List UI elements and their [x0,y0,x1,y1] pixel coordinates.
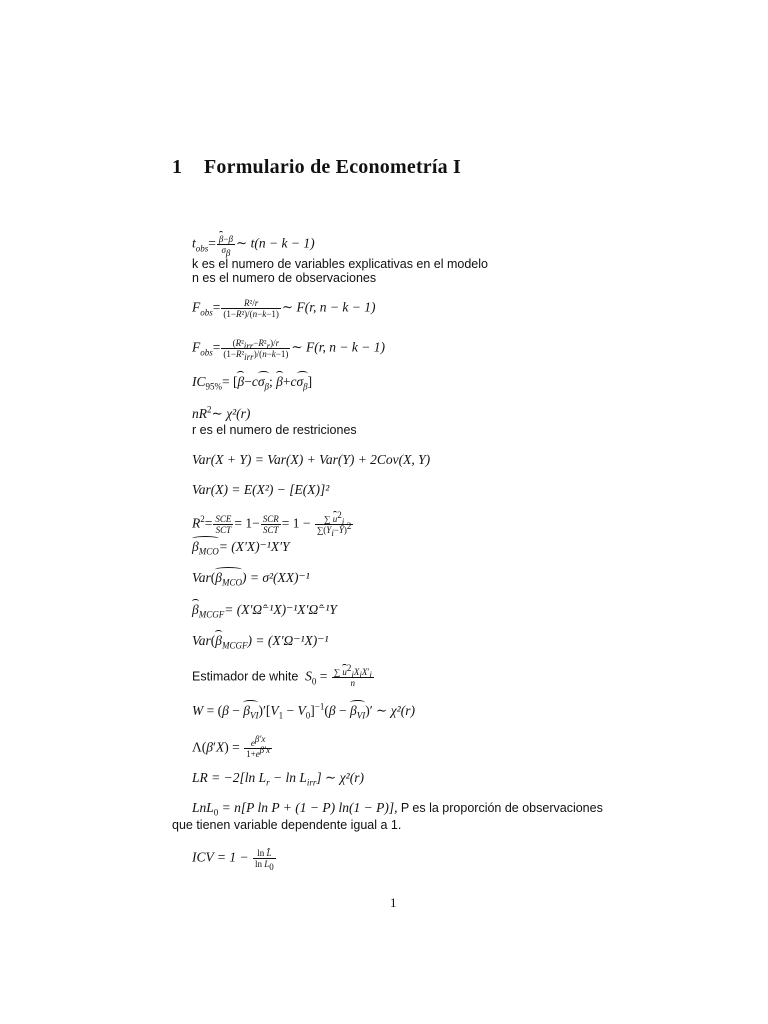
lr-part-3: ] ∼ χ²(r) [316,770,364,785]
note-n: n es el numero de observaciones [192,271,377,285]
lnl0-note-continued: que tienen variable dependente igual a 1. [172,818,402,832]
formula-lr: LR = −2[ln $L_r - \ln L_{irr}$] ∼ χ²(r) [192,770,364,788]
chi2-distribution-2: ∼ χ²(r) [376,703,415,718]
formula-var-beta-mco: $Var(\beta_{MCO}) = \sigma^2(XX)^{-1}$ [192,570,310,588]
formula-var: Var(X) = E(X²) − [E(X)]² [192,482,330,497]
formula-lnl0: LnL$_0$ = n[P ln P + (1 − P) ln(1 − P)], P es la proporción de observaciones [192,800,603,818]
formula-var-beta-mcgf: $Var(\beta_{MCGF}) = (X'\Omega^{-1}X)^{-1}$ [192,633,329,651]
note-k: k es el numero de variables explicativas en el modelo [192,257,488,271]
lnl0-lhs: LnL [192,800,214,815]
var-beta-mco-expression: ) = σ²(XX)⁻¹ [242,570,310,585]
ci-close-bracket: ] [307,374,313,389]
formula-f-obs-r2: $F_{obs}=$ $\frac{\text{R²/r}}{\text{(1−R²)/(n−k−1)}}$ ∼ F(r, n − k − 1) [192,298,376,319]
var-beta-mcgf-expression: ) = (X′Ω⁻¹X)⁻¹ [247,633,329,648]
chi2-distribution-1: χ²(r) [226,406,251,421]
section-title-text: Formulario de Econometría I [204,156,462,178]
t-distribution: t(n − k − 1) [250,235,315,251]
page-number: 1 [390,895,397,910]
formula-hausman: $W = (\beta - \beta_{VI})'[V_1 - V_0]^{-1}(\beta - \beta_{VI})'$ ∼ χ²(r) [192,701,415,721]
white-estimator-label: Estimador de white [192,669,299,684]
beta-mco-expression: = (X′X)⁻¹X′Y [218,539,290,554]
formula-nr2: $nR^2\sim$ χ²(r) [192,404,251,421]
lr-part-1: LR = −2[ln L [192,770,267,785]
lnl0-rhs: = n[P ln P + (1 − P) ln(1 − P)], [221,800,398,815]
formula-var-sum: Var(X + Y) = Var(X) + Var(Y) + 2Cov(X, Y) [192,452,431,467]
beta-mcgf-expression: = (X′Ω̂⁻¹X)⁻¹X′Ω̂⁻¹Y [224,602,337,617]
section-title [172,156,461,179]
icv-expression: ICV = 1 − [192,849,249,865]
formula-logit: Λ(β′X) = $\frac{e^{\beta'x}}{1+e^{\beta'x}}$ [192,734,271,759]
lr-part-2: − ln L [273,770,307,785]
formula-f-obs-restricted: $F_{obs}=$ $\frac{(R^2_{irr}-R^2_r)/r}{(1-R^2_{irr})/(n-k-1)}$ ∼ F(r, n − k − 1) [192,338,385,362]
formula-beta-mco: $\beta_{MCO}= (X'X)^{-1}X'Y$ [192,539,290,557]
f-distribution-1: F(r, n − k − 1) [296,299,376,315]
lnl0-note: P es la proporción de observaciones [400,801,603,815]
f-distribution-2: F(r, n − k − 1) [306,339,385,355]
note-r: r es el numero de restriciones [192,423,357,437]
formula-beta-mcgf: $\beta_{MCGF}=$ (X′Ω̂⁻¹X)⁻¹X′Ω̂⁻¹Y [192,602,337,620]
formula-icv: ICV = 1 − $\frac{\text{ln L̂}}{\ln L_0}$ [192,848,274,872]
formula-r2: $R^2=$ $\frac{\text{SCE}}{\text{SCT}}$ = 1− $\frac{\text{SCR}}{\text{SCT}}$ = 1 − $\frac{\sum u^2_i}{\sum(Y_i-Ȳ)^2}$ [192,510,352,538]
formula-confidence-interval: $IC_{95\%}= [\beta-c\sigma_\beta$; $\beta+c\sigma_\beta$] [192,374,313,392]
formula-white-estimator: Estimador de white $S_0$ = $\frac{\sum u^2_iX_iX'_i}{n}$ [192,663,372,688]
section-number: 1 [172,156,183,178]
formula-t-obs: $t_{obs}=$ $\frac{\beta-\beta}{\sigma_\beta}$ ∼ t(n − k − 1) [192,234,315,258]
